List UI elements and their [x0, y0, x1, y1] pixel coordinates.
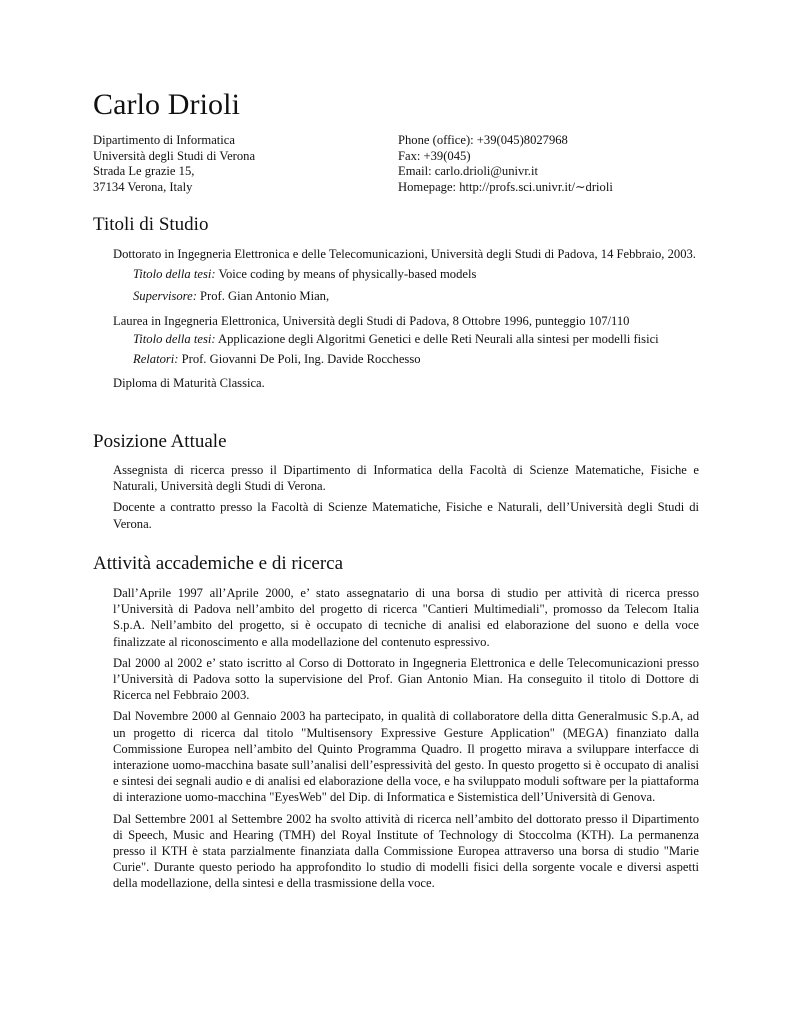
section-titoli	[93, 213, 703, 237]
dottorato-supervisor	[113, 288, 699, 304]
activity-paragraph: Dall’Aprile 1997 all’Aprile 2000, e’ stato assegnatario di una borsa di studio per attività di ricerca presso l’Università di Padova nell’ambito del progetto di ricerca "Cantieri Multimediali", promosso da Telecom Italia S.p.A. Nell’ambito del progetto, si è occupato di tecniche di analisi ed elaborazione del suono e della voce finalizzate al riconoscimento e alla modellazione del contenuto espressivo.	[113, 586, 699, 649]
section-posizione	[93, 430, 703, 454]
address-line: Università degli Studi di Verona	[93, 148, 256, 163]
laurea-advisors	[113, 351, 699, 367]
activity-paragraph: Dal Novembre 2000 al Gennaio 2003 ha partecipato, in qualità di collaboratore della ditta Generalmusic S.p.A, ad un progetto di ricerca dal titolo "Multisensory Expressive Gesture Application" (MEGA) finanziato dalla Commissione Europea nell’ambito del Quinto Programma Quadro. Il progetto mirava a sviluppare interfacce di interazione uomo-macchina basate sull’analisi dell’espressività del gesto. In questo progetto si è occupato di analisi e sintesi dei segnali audio e di analisi ed elaborazione della voce, e ha sviluppato moduli software per la piattaforma di interazione uomo-macchina "EyesWeb" del Dip. di Informatica e Sistemistica dell’Università di Genova.	[113, 709, 699, 805]
titoli-body	[113, 246, 699, 391]
person-name: Carlo Drioli	[93, 88, 241, 121]
position-paragraph: Docente a contratto presso la Facoltà di Scienze Matematiche, Fisiche e Naturali, dell’Università degli Studi di Verona.	[113, 500, 699, 531]
position-paragraph: Assegnista di ricerca presso il Dipartimento di Informatica della Facoltà di Scienze Matematiche, Fisiche e Naturali, Università degli Studi di Verona.	[113, 463, 699, 494]
supervisor-name: Prof. Gian Antonio Mian,	[196, 289, 330, 304]
dottorato-entry: Dottorato in Ingegneria Elettronica e delle Telecomunicazioni, Università degli Studi di Padova, 14 Febbraio, 2003.	[113, 247, 696, 261]
address-line: Strada Le grazie 15,	[93, 164, 195, 178]
homepage-line[interactable]: Homepage: http://profs.sci.univr.it/∼drioli	[398, 179, 613, 194]
section-heading: Titoli di Studio	[93, 214, 209, 235]
activity-paragraph: Dal 2000 al 2002 e’ stato iscritto al Corso di Dottorato in Ingegneria Elettronica e delle Telecomunicazioni presso l’Università di Padova sotto la supervisione del Prof. Gian Antonio Mian. Ha conseguito il titolo di Dottore di Ricerca nel Febbraio 2003.	[113, 655, 699, 703]
laurea-entry: Laurea in Ingegneria Elettronica, Università degli Studi di Padova, 8 Ottobre 1996, punteggio 107/110	[113, 313, 630, 328]
section-heading: Attività accademiche e di ricerca	[93, 553, 344, 574]
attivita-body	[113, 585, 699, 892]
contact-block	[398, 133, 613, 195]
fax-line: Fax: +39(045)	[398, 148, 471, 163]
address-line: 37134 Verona, Italy	[93, 179, 193, 194]
dottorato-thesis	[113, 266, 699, 282]
thesis-title: Voice coding by means of physically-based models	[215, 267, 477, 282]
laurea-thesis	[113, 331, 699, 347]
activity-paragraph: Dal Settembre 2001 al Settembre 2002 ha svolto attività di ricerca nell’ambito del dottorato presso il Dipartimento di Speech, Music and Hearing (TMH) del Royal Institute of Technology di Stoccolma (KTH). La permanenza presso il KTH è stata parzialmente finanziata dalla Commissione Europea attraverso una borsa di studio "Marie Curie". Durante questo periodo ha approfondito lo studio di modelli fisici della sorgente vocale e diversi aspetti della modellazione, della sintesi e della trasmissione della voce.	[113, 811, 699, 891]
address-block	[93, 133, 255, 195]
email-line[interactable]: Email: carlo.drioli@univr.it	[398, 164, 538, 178]
diploma-entry: Diploma di Maturità Classica.	[113, 376, 265, 391]
address-line: Dipartimento di Informatica	[93, 133, 235, 147]
thesis-title: Applicazione degli Algoritmi Genetici e delle Reti Neurali alla sintesi per modelli fisici	[215, 331, 659, 346]
section-attivita	[93, 552, 703, 576]
thesis-label: Titolo della tesi:	[133, 267, 216, 282]
posizione-body	[113, 462, 699, 532]
section-heading: Posizione Attuale	[93, 431, 227, 452]
advisors-names: Prof. Giovanni De Poli, Ing. Davide Rocchesso	[178, 352, 421, 367]
advisors-label: Relatori:	[133, 352, 179, 367]
thesis-label: Titolo della tesi:	[133, 331, 216, 346]
phone-line: Phone (office): +39(045)8027968	[398, 133, 568, 147]
supervisor-label: Supervisore:	[133, 289, 197, 304]
